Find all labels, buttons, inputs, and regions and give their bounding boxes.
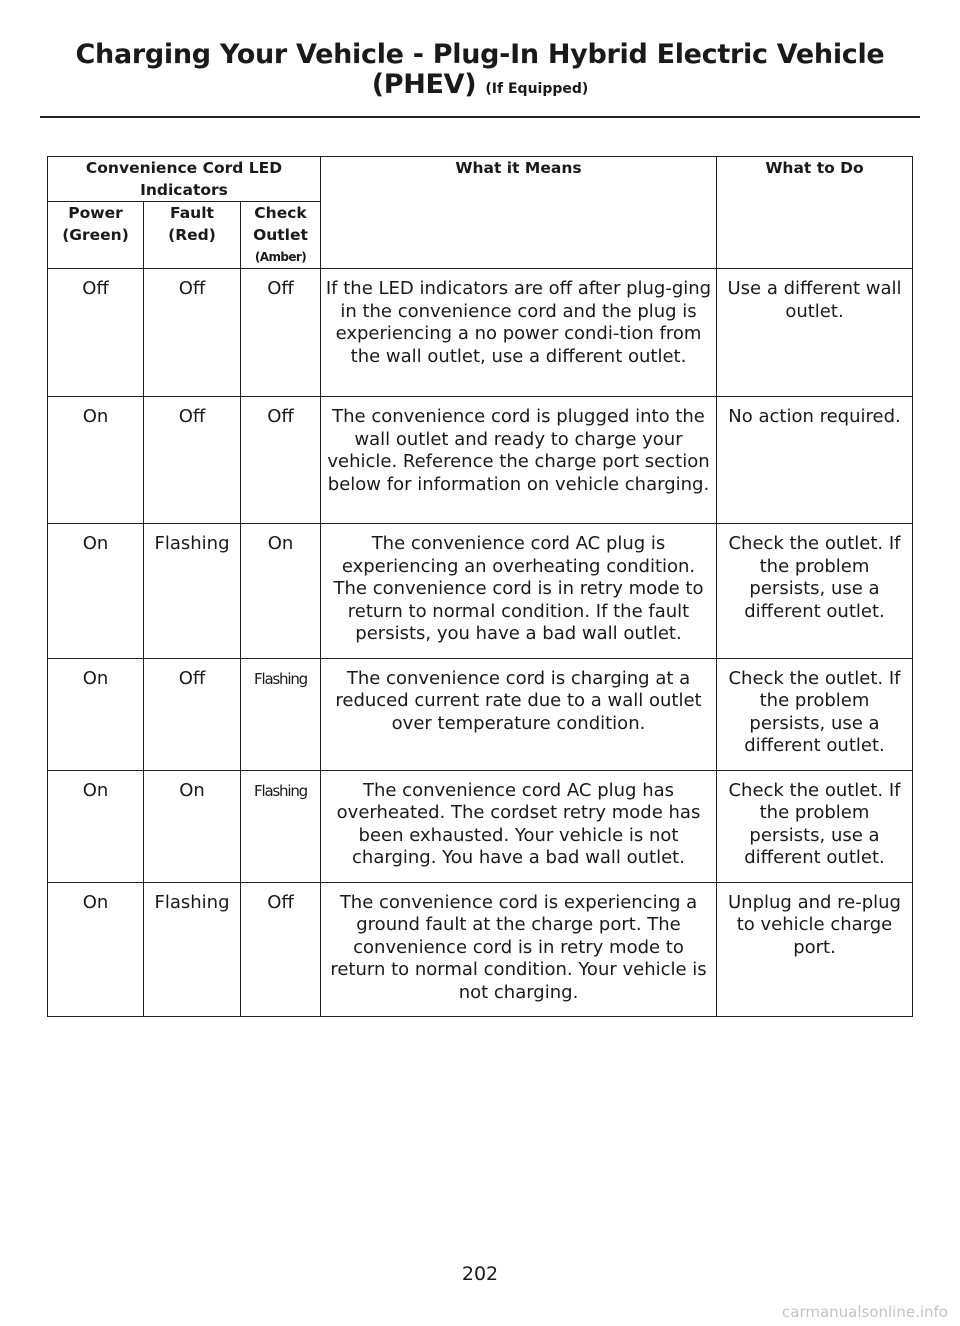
what-to-do-cell: No action required. (717, 397, 913, 524)
check-outlet-led-state: Flashing (241, 770, 321, 882)
fault-led-state: Flashing (144, 524, 241, 659)
what-to-do-cell: Check the outlet. If the problem persists, use a different outlet. (717, 658, 913, 770)
fault-led-state: Flashing (144, 882, 241, 1017)
power-led-state: On (48, 397, 144, 524)
table-row (48, 524, 913, 659)
check-outlet-label: Check Outlet (253, 204, 308, 244)
power-led-state: On (48, 658, 144, 770)
what-it-means-header: What it Means (321, 157, 717, 269)
what-it-means-cell: The convenience cord AC plug has overheated. The cordset retry mode has been exhausted. Your vehicle is not charging. You have a bad wall outlet. (321, 770, 717, 882)
check-outlet-amber-header (241, 202, 321, 269)
fault-led-state: Off (144, 658, 241, 770)
table-row (48, 770, 913, 882)
fault-led-state: On (144, 770, 241, 882)
page-title (40, 40, 920, 104)
page-header (40, 40, 920, 104)
led-indicator-table (47, 156, 913, 1017)
what-it-means-cell: The convenience cord is charging at a reduced current rate due to a wall outlet over temperature condition. (321, 658, 717, 770)
what-it-means-cell: If the LED indicators are off after plug-ging in the convenience cord and the plug is experiencing a no power condi-tion from the wall outlet, use a different outlet. (321, 269, 717, 397)
header-divider (40, 116, 920, 118)
what-it-means-cell: The convenience cord AC plug is experiencing an overheating condition. The convenience cord is in retry mode to return to normal condition. If the fault persists, you have a bad wall outlet. (321, 524, 717, 659)
page-title-phev: (PHEV) (371, 69, 477, 100)
table-row (48, 658, 913, 770)
led-indicators-group-header: Convenience Cord LED Indicators (48, 157, 321, 202)
power-green-header: Power (Green) (48, 202, 144, 269)
power-led-state: Off (48, 269, 144, 397)
watermark-text: carmanualsonline.info (782, 1303, 948, 1321)
power-led-state: On (48, 770, 144, 882)
page-title-if-equipped: (If Equipped) (485, 81, 589, 97)
fault-led-state: Off (144, 397, 241, 524)
what-to-do-cell: Check the outlet. If the problem persists, use a different outlet. (717, 770, 913, 882)
what-it-means-cell: The convenience cord is plugged into the wall outlet and ready to charge your vehicle. Reference the charge port section below for information on vehicle charging. (321, 397, 717, 524)
table-row (48, 882, 913, 1017)
page-number: 202 (461, 1263, 499, 1285)
page-title-line1: Charging Your Vehicle - Plug-In Hybrid Electric Vehicle (75, 39, 885, 70)
check-outlet-led-state: Off (241, 269, 321, 397)
check-outlet-led-state: Off (241, 882, 321, 1017)
table-row (48, 397, 913, 524)
check-outlet-led-state: Flashing (241, 658, 321, 770)
what-to-do-cell: Unplug and re-plug to vehicle charge port. (717, 882, 913, 1017)
power-led-state: On (48, 524, 144, 659)
what-to-do-header: What to Do (717, 157, 913, 269)
fault-red-header: Fault (Red) (144, 202, 241, 269)
power-led-state: On (48, 882, 144, 1017)
what-to-do-cell: Use a different wall outlet. (717, 269, 913, 397)
check-outlet-led-state: Off (241, 397, 321, 524)
what-to-do-cell: Check the outlet. If the problem persists, use a different outlet. (717, 524, 913, 659)
table-row (48, 269, 913, 397)
check-outlet-led-state: On (241, 524, 321, 659)
fault-led-state: Off (144, 269, 241, 397)
amber-label: (Amber) (254, 250, 307, 264)
table-header-row (48, 157, 913, 202)
what-it-means-cell: The convenience cord is experiencing a ground fault at the charge port. The convenience cord is in retry mode to return to normal condition. Your vehicle is not charging. (321, 882, 717, 1017)
